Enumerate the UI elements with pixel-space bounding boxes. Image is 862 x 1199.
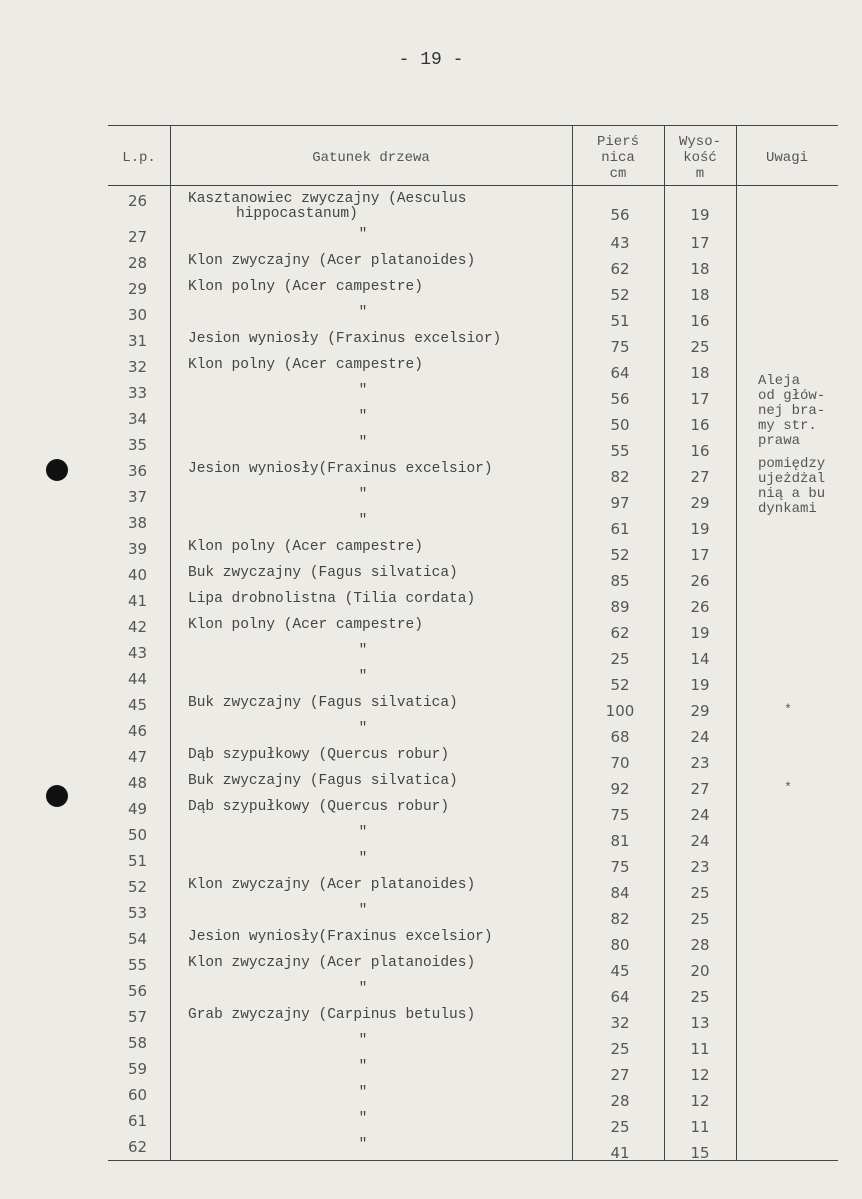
ditto-mark: " <box>358 851 368 867</box>
cell-height: 14 <box>690 650 710 668</box>
cell-girth: 68 <box>610 728 630 746</box>
ditto-mark: " <box>358 1059 368 1075</box>
cell-species <box>188 1138 578 1153</box>
cell-lp: 43 <box>128 644 148 662</box>
cell-height: 18 <box>690 286 710 304</box>
cell-species <box>188 1086 578 1101</box>
cell-height: 23 <box>690 754 710 772</box>
cell-height: 24 <box>690 728 710 746</box>
ditto-mark: " <box>358 435 368 451</box>
cell-height: 19 <box>690 520 710 538</box>
cell-height: 13 <box>690 1014 710 1032</box>
cell-height: 24 <box>690 832 710 850</box>
ditto-mark: " <box>358 409 368 425</box>
cell-girth: 84 <box>610 884 630 902</box>
note-line: nią a bu <box>758 486 826 502</box>
cell-girth: 25 <box>610 650 630 668</box>
cell-lp: 36 <box>128 462 148 480</box>
cell-lp: 37 <box>128 488 148 506</box>
species-line: Dąb szypułkowy (Quercus robur) <box>188 799 450 815</box>
header-girth-line: nica <box>601 150 635 166</box>
cell-girth: 85 <box>610 572 630 590</box>
cell-height: 18 <box>690 364 710 382</box>
species-line: Lipa drobnolistna (Tilia cordata) <box>188 591 476 607</box>
note-line: dynkami <box>758 501 817 517</box>
ditto-mark: " <box>358 721 368 737</box>
cell-lp: 50 <box>128 826 148 844</box>
cell-lp: 49 <box>128 800 148 818</box>
cell-height: 28 <box>690 936 710 954</box>
cell-lp: 47 <box>128 748 148 766</box>
punch-hole-top <box>46 459 68 481</box>
species-line: Buk zwyczajny (Fagus silvatica) <box>188 695 458 711</box>
cell-species <box>188 826 578 841</box>
cell-species <box>188 306 578 321</box>
species-line: Jesion wyniosły(Fraxinus excelsior) <box>188 929 493 945</box>
cell-height: 16 <box>690 442 710 460</box>
cell-height: 18 <box>690 260 710 278</box>
cell-species <box>188 1112 578 1127</box>
cell-lp: 51 <box>128 852 148 870</box>
cell-species <box>188 644 578 659</box>
cell-species <box>188 228 578 243</box>
cell-girth: 56 <box>610 206 630 224</box>
ditto-mark: " <box>358 1085 368 1101</box>
cell-species <box>188 254 578 269</box>
cell-height: 19 <box>690 206 710 224</box>
header-height-unit: m <box>695 166 705 182</box>
cell-girth: 28 <box>610 1092 630 1110</box>
cell-height: 19 <box>690 676 710 694</box>
cell-girth: 55 <box>610 442 630 460</box>
cell-girth: 52 <box>610 546 630 564</box>
ditto-mark: " <box>358 227 368 243</box>
cell-height: 26 <box>690 572 710 590</box>
cell-species <box>188 192 578 222</box>
cell-lp: 40 <box>128 566 148 584</box>
note-line: my str. <box>758 418 817 434</box>
note-line: pomiędzy <box>758 456 826 472</box>
page-number: - 19 - <box>398 50 464 70</box>
species-line: Klon zwyczajny (Acer platanoides) <box>188 877 476 893</box>
species-line: Kasztanowiec zwyczajny (Aesculus <box>188 191 467 207</box>
species-line: Buk zwyczajny (Fagus silvatica) <box>188 565 458 581</box>
ditto-mark: " <box>358 383 368 399</box>
header-height-line: kość <box>683 150 717 166</box>
cell-height: 20 <box>690 962 710 980</box>
cell-lp: 26 <box>128 192 148 210</box>
cell-species <box>188 722 578 737</box>
cell-girth: 81 <box>610 832 630 850</box>
cell-girth: 92 <box>610 780 630 798</box>
cell-species <box>188 436 578 451</box>
cell-height: 25 <box>690 884 710 902</box>
species-line: Klon zwyczajny (Acer platanoides) <box>188 955 476 971</box>
cell-lp: 46 <box>128 722 148 740</box>
cell-girth: 43 <box>610 234 630 252</box>
cell-lp: 52 <box>128 878 148 896</box>
cell-lp: 41 <box>128 592 148 610</box>
cell-species <box>188 1034 578 1049</box>
cell-height: 25 <box>690 338 710 356</box>
cell-lp: 39 <box>128 540 148 558</box>
cell-height: 17 <box>690 546 710 564</box>
cell-species <box>188 384 578 399</box>
cell-lp: 48 <box>128 774 148 792</box>
cell-lp: 58 <box>128 1034 148 1052</box>
cell-girth: 82 <box>610 468 630 486</box>
cell-lp: 59 <box>128 1060 148 1078</box>
cell-girth: 27 <box>610 1066 630 1084</box>
cell-lp: 60 <box>128 1086 148 1104</box>
cell-lp: 44 <box>128 670 148 688</box>
ditto-mark: " <box>358 1137 368 1153</box>
cell-girth: 75 <box>610 858 630 876</box>
cell-species <box>188 852 578 867</box>
cell-lp: 57 <box>128 1008 148 1026</box>
cell-girth: 52 <box>610 286 630 304</box>
species-line: Grab zwyczajny (Carpinus betulus) <box>188 1007 476 1023</box>
cell-lp: 35 <box>128 436 148 454</box>
cell-lp: 34 <box>128 410 148 428</box>
cell-height: 11 <box>690 1040 710 1058</box>
species-line: Klon polny (Acer campestre) <box>188 279 423 295</box>
note-line: nej bra- <box>758 403 826 419</box>
cell-girth: 75 <box>610 806 630 824</box>
ditto-mark: " <box>358 825 368 841</box>
cell-species <box>188 1060 578 1075</box>
cell-girth: 32 <box>610 1014 630 1032</box>
note-line: Aleja <box>758 373 801 389</box>
cell-species <box>188 358 578 373</box>
cell-lp: 38 <box>128 514 148 532</box>
cell-species <box>188 956 578 971</box>
cell-lp: 45 <box>128 696 148 714</box>
cell-species <box>188 904 578 919</box>
cell-girth: 50 <box>610 416 630 434</box>
cell-species <box>188 774 578 789</box>
cell-species <box>188 488 578 503</box>
cell-height: 19 <box>690 624 710 642</box>
cell-species <box>188 878 578 893</box>
cell-height: 11 <box>690 1118 710 1136</box>
cell-species <box>188 748 578 763</box>
cell-height: 29 <box>690 702 710 720</box>
cell-girth: 97 <box>610 494 630 512</box>
cell-height: 16 <box>690 312 710 330</box>
cell-lp: 61 <box>128 1112 148 1130</box>
cell-lp: 31 <box>128 332 148 350</box>
cell-girth: 64 <box>610 364 630 382</box>
note-line: od głów- <box>758 388 826 404</box>
cell-girth: 62 <box>610 260 630 278</box>
cell-species <box>188 410 578 425</box>
species-line: Klon polny (Acer campestre) <box>188 357 423 373</box>
cell-girth: 25 <box>610 1040 630 1058</box>
ditto-mark: " <box>358 1111 368 1127</box>
cell-height: 27 <box>690 468 710 486</box>
cell-species <box>188 618 578 633</box>
cell-species <box>188 566 578 581</box>
cell-height: 17 <box>690 234 710 252</box>
cell-species <box>188 280 578 295</box>
cell-girth: 80 <box>610 936 630 954</box>
cell-species <box>188 1008 578 1023</box>
cell-species <box>188 540 578 555</box>
cell-lp: 33 <box>128 384 148 402</box>
cell-girth: 70 <box>610 754 630 772</box>
cell-lp: 30 <box>128 306 148 324</box>
species-line: Jesion wyniosły (Fraxinus excelsior) <box>188 331 502 347</box>
header-height <box>664 134 736 182</box>
cell-height: 24 <box>690 806 710 824</box>
cell-height: 26 <box>690 598 710 616</box>
ditto-mark: " <box>358 669 368 685</box>
cell-lp: 29 <box>128 280 148 298</box>
remark-note <box>758 374 848 517</box>
cell-height: 27 <box>690 780 710 798</box>
tree-table <box>108 125 838 1161</box>
species-line: Klon polny (Acer campestre) <box>188 617 423 633</box>
cell-girth: 45 <box>610 962 630 980</box>
cell-girth: 75 <box>610 338 630 356</box>
cell-height: 23 <box>690 858 710 876</box>
cell-remark: * <box>784 702 792 717</box>
cell-girth: 62 <box>610 624 630 642</box>
cell-species <box>188 696 578 711</box>
cell-lp: 62 <box>128 1138 148 1156</box>
cell-lp: 32 <box>128 358 148 376</box>
species-line: hippocastanum) <box>236 206 358 222</box>
cell-remark: * <box>784 780 792 795</box>
note-line: prawa <box>758 433 801 449</box>
cell-girth: 52 <box>610 676 630 694</box>
cell-lp: 55 <box>128 956 148 974</box>
species-line: Buk zwyczajny (Fagus silvatica) <box>188 773 458 789</box>
cell-height: 16 <box>690 416 710 434</box>
header-remarks: Uwagi <box>765 150 808 166</box>
cell-lp: 28 <box>128 254 148 272</box>
cell-girth: 25 <box>610 1118 630 1136</box>
cell-lp: 56 <box>128 982 148 1000</box>
ditto-mark: " <box>358 903 368 919</box>
cell-lp: 53 <box>128 904 148 922</box>
cell-girth: 41 <box>610 1144 630 1162</box>
note-line: ujeżdżal <box>758 471 826 487</box>
ditto-mark: " <box>358 981 368 997</box>
cell-height: 29 <box>690 494 710 512</box>
cell-girth: 61 <box>610 520 630 538</box>
cell-lp: 27 <box>128 228 148 246</box>
ditto-mark: " <box>358 487 368 503</box>
header-girth <box>572 134 664 182</box>
cell-girth: 64 <box>610 988 630 1006</box>
cell-height: 25 <box>690 988 710 1006</box>
cell-species <box>188 592 578 607</box>
cell-lp: 54 <box>128 930 148 948</box>
ditto-mark: " <box>358 1033 368 1049</box>
cell-height: 12 <box>690 1066 710 1084</box>
cell-species <box>188 670 578 685</box>
species-line: Jesion wyniosły(Fraxinus excelsior) <box>188 461 493 477</box>
cell-girth: 100 <box>605 702 635 720</box>
header-divider <box>108 185 838 186</box>
column-divider <box>736 126 737 1160</box>
species-line: Klon polny (Acer campestre) <box>188 539 423 555</box>
cell-height: 25 <box>690 910 710 928</box>
cell-species <box>188 930 578 945</box>
species-line: Klon zwyczajny (Acer platanoides) <box>188 253 476 269</box>
cell-species <box>188 800 578 815</box>
cell-height: 17 <box>690 390 710 408</box>
cell-species <box>188 982 578 997</box>
ditto-mark: " <box>358 305 368 321</box>
header-species: Gatunek drzewa <box>312 150 430 166</box>
header-lp: L.p. <box>122 150 156 166</box>
cell-species <box>188 514 578 529</box>
cell-height: 12 <box>690 1092 710 1110</box>
ditto-mark: " <box>358 513 368 529</box>
cell-species <box>188 332 578 347</box>
header-girth-unit: cm <box>609 166 627 182</box>
ditto-mark: " <box>358 643 368 659</box>
cell-lp: 42 <box>128 618 148 636</box>
cell-girth: 89 <box>610 598 630 616</box>
punch-hole-bottom <box>46 785 68 807</box>
cell-girth: 82 <box>610 910 630 928</box>
cell-girth: 56 <box>610 390 630 408</box>
cell-girth: 51 <box>610 312 630 330</box>
cell-species <box>188 462 578 477</box>
header-height-line: Wyso- <box>678 134 721 150</box>
species-line: Dąb szypułkowy (Quercus robur) <box>188 747 450 763</box>
cell-height: 15 <box>690 1144 710 1162</box>
header-girth-line: Pierś <box>596 134 639 150</box>
